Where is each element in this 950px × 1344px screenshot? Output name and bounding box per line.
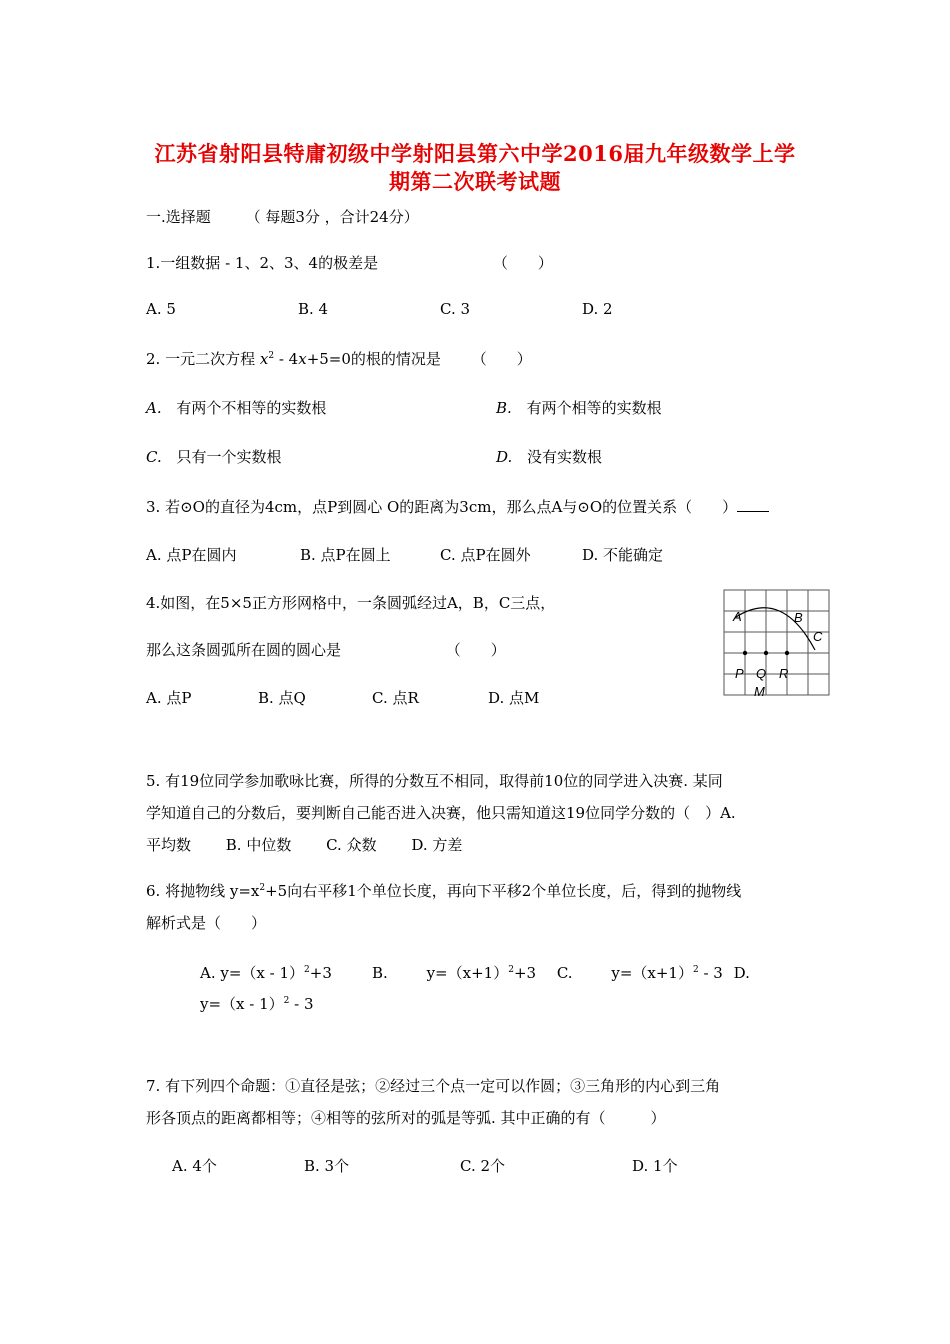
q2-stem-pre: 2. 一元二次方程	[146, 350, 260, 368]
q2-option-b-letter: B.	[496, 399, 512, 417]
q6-option-d-tail: - 3	[289, 995, 314, 1013]
page-title-line2: 期第二次联考试题	[389, 169, 561, 194]
q6-line1-pre: 6. 将抛物线 y=x	[146, 882, 260, 900]
q7-line2: 形各顶点的距离都相等；④相等的弦所对的弧是等弧. 其中正确的有（ ）	[146, 1109, 666, 1127]
q3-option-a: A. 点P在圆内	[146, 546, 237, 564]
q6-option-b	[372, 962, 750, 983]
q6-option-a	[200, 962, 332, 983]
q2-option-c	[146, 446, 282, 467]
q2-eq-rest: - 4	[274, 350, 299, 368]
q5-line3: 平均数 B. 中位数 C. 众数 D. 方差	[146, 836, 463, 854]
q3-stem-text: 3. 若⊙O的直径为4cm，点P到圆心 O的距离为3cm，那么点A与⊙O的位置关系（ ）	[146, 498, 738, 516]
q2-option-c-text: 只有一个实数根	[176, 448, 282, 466]
q3-answer-blank	[737, 499, 769, 512]
label-a: A	[733, 609, 742, 624]
q6-option-c-sup: 2	[692, 965, 699, 975]
section-heading	[146, 206, 419, 227]
q3-option-c: C. 点P在圆外	[440, 546, 531, 564]
q4-option-c: C. 点R	[372, 689, 419, 707]
q1-paren: （ ）	[492, 254, 553, 272]
q1-option-c: C. 3	[440, 300, 471, 318]
q6-option-d-label: D.	[733, 964, 750, 982]
q2-option-a	[146, 397, 326, 418]
q6-line1-post: +5向右平移1个单位长度，再向下平移2个单位长度，后，得到的抛物线	[265, 882, 742, 900]
q6-line1	[146, 880, 741, 901]
q4-paren: （ ）	[445, 641, 506, 659]
q4-option-d: D. 点M	[488, 689, 540, 707]
arc-curve	[736, 608, 815, 650]
q7-line1: 7. 有下列四个命题：①直径是弦；②经过三个点一定可以作圆；③三角形的内心到三角	[146, 1077, 721, 1095]
q6-option-c-tail: - 3	[698, 964, 723, 982]
q2-eq-x2: x	[298, 350, 307, 368]
q2-eq-x: x	[259, 350, 269, 368]
section-note: （ 每题3分 ，合计24分）	[245, 208, 419, 226]
q2-option-d-text: 没有实数根	[527, 448, 603, 466]
q6-option-b-text: y=（x+1）	[426, 964, 509, 982]
q3-option-b: B. 点P在圆上	[300, 546, 391, 564]
q2-eq-tail: +5=0的根的情况是	[306, 350, 441, 368]
q2-paren: （ ）	[471, 350, 532, 368]
label-p: P	[735, 666, 744, 681]
q2-option-a-letter: A.	[146, 399, 162, 417]
q6-option-d-sup: 2	[283, 996, 290, 1006]
label-r: R	[779, 666, 789, 681]
label-m: M	[754, 684, 765, 699]
q1-option-b: B. 4	[298, 300, 329, 318]
q6-option-a-tail: +3	[309, 964, 332, 982]
page-title-line1: 江苏省射阳县特庸初级中学射阳县第六中学2016届九年级数学上学	[154, 141, 796, 166]
q4-stem-line1: 4.如图，在5×5正方形网格中，一条圆弧经过A，B，C三点，	[146, 594, 556, 612]
q7-option-a: A. 4个	[172, 1157, 217, 1175]
q6-option-c-text: y=（x+1）	[611, 964, 693, 982]
point-r	[785, 651, 789, 655]
q4-option-b: B. 点Q	[258, 689, 306, 707]
q3-stem	[146, 496, 769, 517]
q7-option-b: B. 3个	[304, 1157, 350, 1175]
q4-option-a: A. 点P	[146, 689, 192, 707]
q6-option-c-label: C.	[556, 964, 573, 982]
point-p	[743, 651, 747, 655]
q6-option-a-sup: 2	[304, 965, 310, 975]
q1-option-d: D. 2	[582, 300, 613, 318]
q5-line1: 5. 有19位同学参加歌咏比赛，所得的分数互不相同，取得前10位的同学进入决赛. 某同	[146, 772, 723, 790]
q2-option-d-letter: D.	[496, 448, 513, 466]
q1-stem-text: 1.一组数据 - 1、2、3、4的极差是	[146, 254, 379, 272]
q6-option-d-text: y=（x - 1）	[200, 995, 284, 1013]
q6-line2: 解析式是（ ）	[146, 914, 267, 932]
q2-option-b	[496, 397, 662, 418]
q6-option-d	[200, 993, 314, 1014]
q1-stem	[146, 252, 553, 273]
q7-option-d: D. 1个	[632, 1157, 678, 1175]
q2-option-c-letter: C.	[146, 448, 162, 466]
q2-option-d	[496, 446, 602, 467]
q6-option-b-sup: 2	[508, 965, 514, 975]
q1-option-a: A. 5	[146, 300, 176, 318]
q2-stem	[146, 348, 532, 369]
q6-option-a-text: A. y=（x - 1）	[200, 964, 305, 982]
q3-option-d: D. 不能确定	[582, 546, 664, 564]
label-q: Q	[756, 666, 767, 681]
q2-option-b-text: 有两个相等的实数根	[526, 399, 662, 417]
q5-line2: 学知道自己的分数后，要判断自己能否进入决赛，他只需知道这19位同学分数的（ ）A.	[146, 804, 736, 822]
q6-option-b-tail: +3	[513, 964, 537, 982]
q4-stem-text: 那么这条圆弧所在圆的圆心是	[146, 641, 342, 659]
label-b: B	[794, 610, 803, 625]
q4-stem-line2	[146, 639, 506, 660]
section-title: 一.选择题	[146, 208, 211, 226]
point-q	[764, 651, 768, 655]
label-c: C	[813, 629, 823, 644]
q6-line1-sup: 2	[259, 883, 266, 893]
q2-eq-sup: 2	[268, 351, 275, 361]
q2-option-a-text: 有两个不相等的实数根	[176, 399, 327, 417]
q4-grid-figure	[722, 588, 834, 700]
q7-option-c: C. 2个	[460, 1157, 506, 1175]
q6-option-b-label: B.	[372, 964, 388, 982]
